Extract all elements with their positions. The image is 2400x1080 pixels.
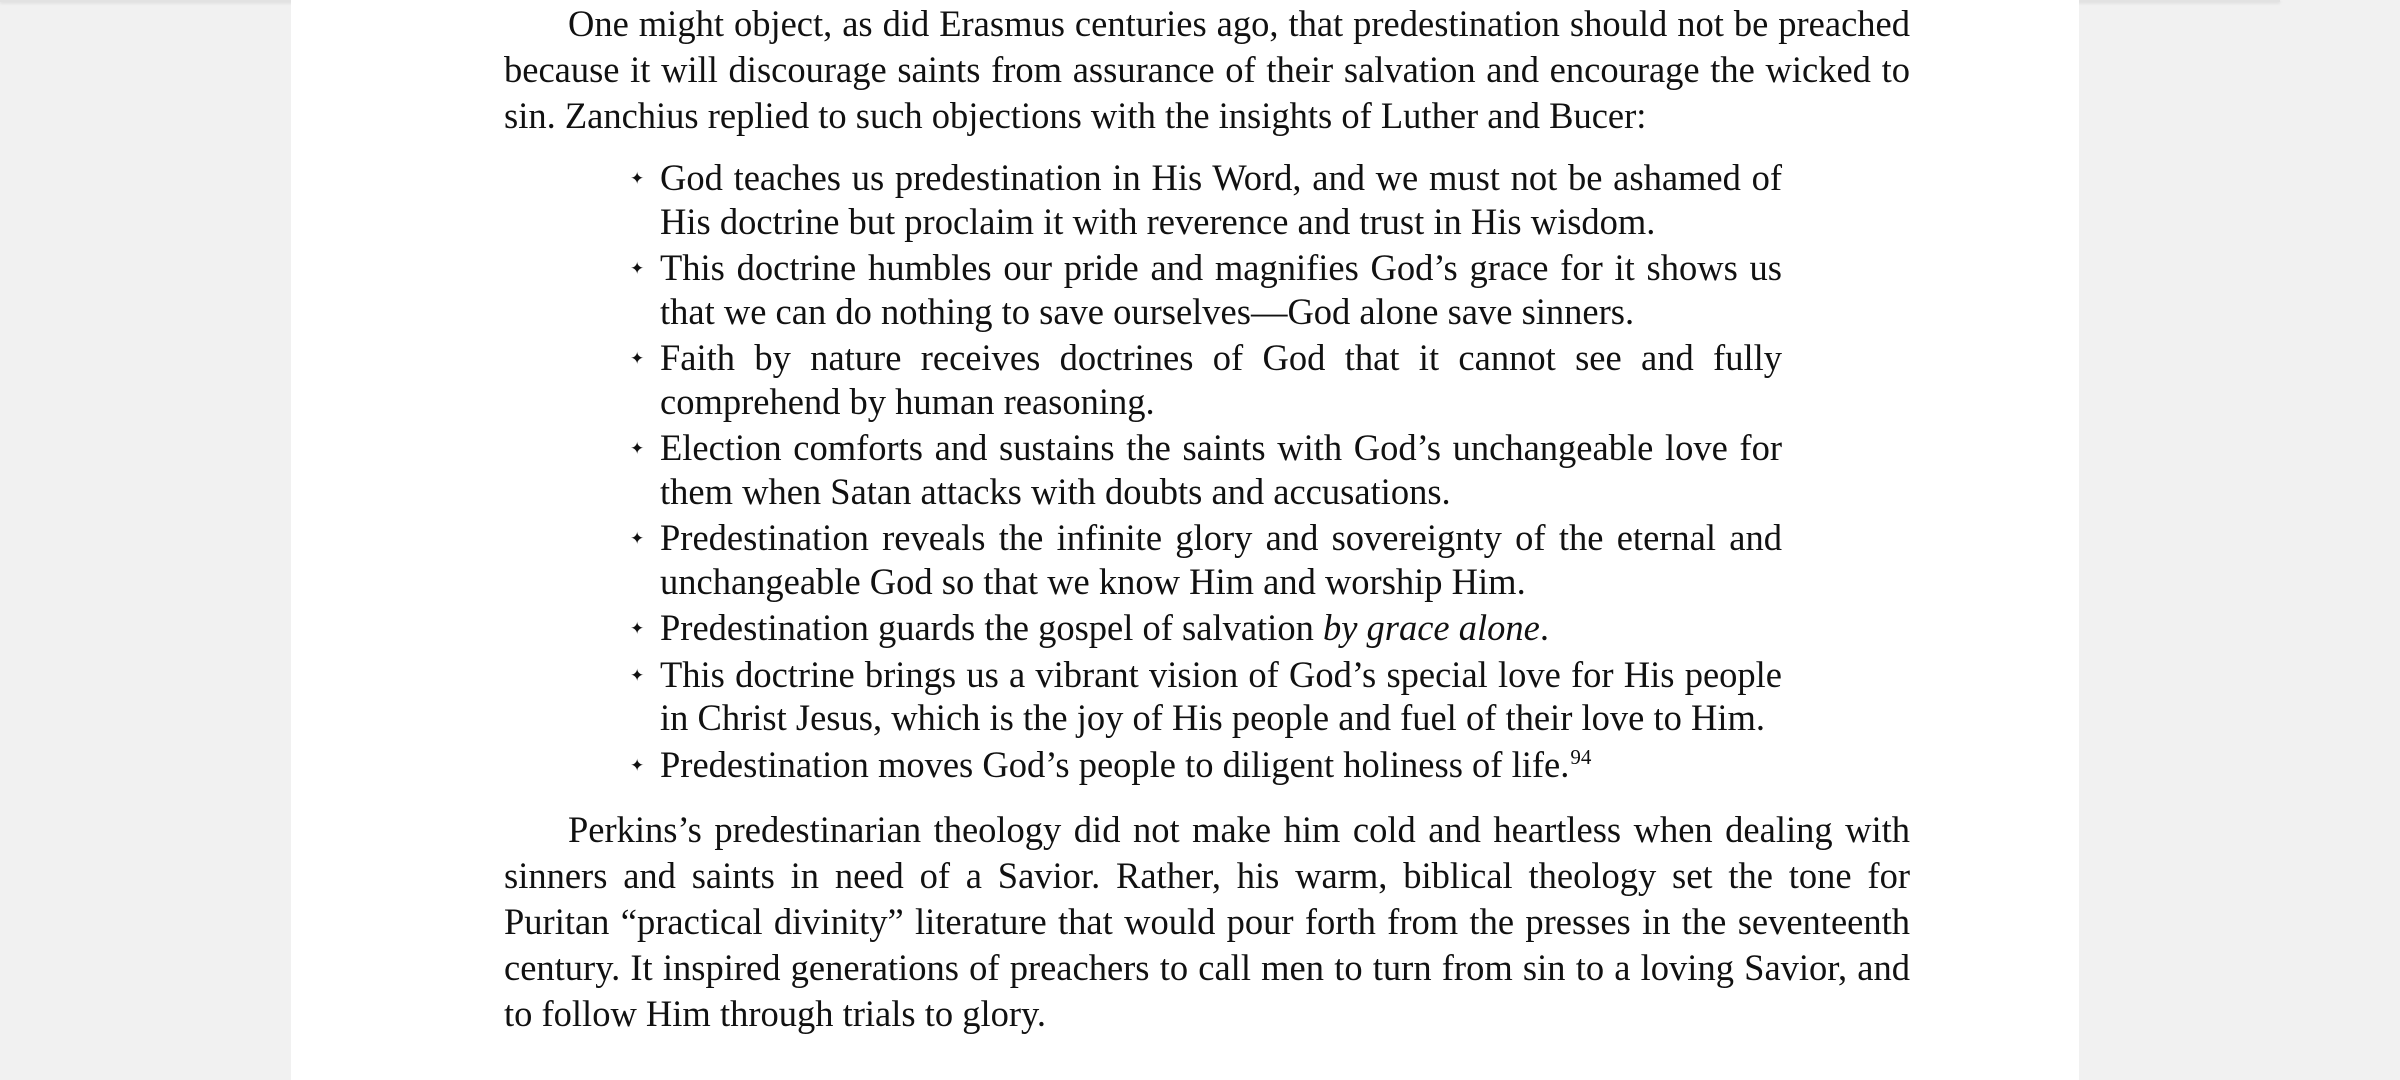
list-item-text: This doctrine brings us a vibrant vision of God’s special love for His people in Christ Jesus, which is the joy of His people and fuel of their love to Him. [660,653,1782,739]
list-item [630,743,1782,787]
paragraph-erasmus-objection: One might object, as did Erasmus centuries ago, that predestination should not be preached because it will discourage saints from assurance of their salvation and encourage the wicked to sin. Zanchius replied to such objections with the insights of Luther and Bucer: [504,3,1910,136]
paragraph-perkins-theology: Perkins’s predestinarian theology did not make him cold and heartless when dealing with sinners and saints in need of a Savior. Rather, his warm, biblical theology set the tone for Puritan “practical divinity” literature that would pour forth from the presses in the seventeenth century. It inspired generations of preachers to call men to turn from sin to a loving Savior, and to follow Him through trials to glory. [504,809,1910,1034]
list-item-text: Predestination guards the gospel of salvation [660,607,1323,649]
list-item-text: Predestination moves God’s people to diligent holiness of life. [660,743,1570,785]
four-point-star-bullet-icon: ✦ [630,439,645,459]
list-item [630,156,1782,243]
list-item-text: Predestination reveals the infinite glory and sovereignty of the eternal and unchangeable God so that we know Him and worship Him. [660,517,1782,602]
list-item [630,653,1782,740]
four-point-star-bullet-icon: ✦ [630,349,645,369]
footnote-reference[interactable]: 94 [1570,744,1592,769]
list-item-text-end: . [1539,607,1549,649]
four-point-star-bullet-icon: ✦ [630,619,645,639]
italic-emphasis: by grace alone [1322,607,1540,649]
four-point-star-bullet-icon: ✦ [630,259,645,279]
four-point-star-bullet-icon: ✦ [630,169,645,189]
list-item [630,336,1782,423]
list-item-text: Election comforts and sustains the saints with God’s unchangeable love for them when Satan attacks with doubts and accusations. [660,427,1782,512]
list-item-text: Faith by nature receives doctrines of God that it cannot see and fully comprehend by human reasoning. [660,337,1782,422]
four-point-star-bullet-icon: ✦ [630,755,645,775]
list-item [630,246,1782,333]
four-point-star-bullet-icon: ✦ [630,665,645,685]
list-item-text: This doctrine humbles our pride and magnifies God’s grace for it shows us that we can do nothing to save ourselves—God alone save sinners. [660,247,1782,332]
page-content [504,0,1910,1036]
zanchius-replies-list [504,156,1782,786]
four-point-star-bullet-icon: ✦ [630,529,645,549]
list-item [630,606,1782,650]
list-item [630,426,1782,513]
list-item-text: God teaches us predestination in His Word, and we must not be ashamed of His doctrine but proclaim it with reverence and trust in His wisdom. [660,157,1782,242]
list-item [630,516,1782,603]
